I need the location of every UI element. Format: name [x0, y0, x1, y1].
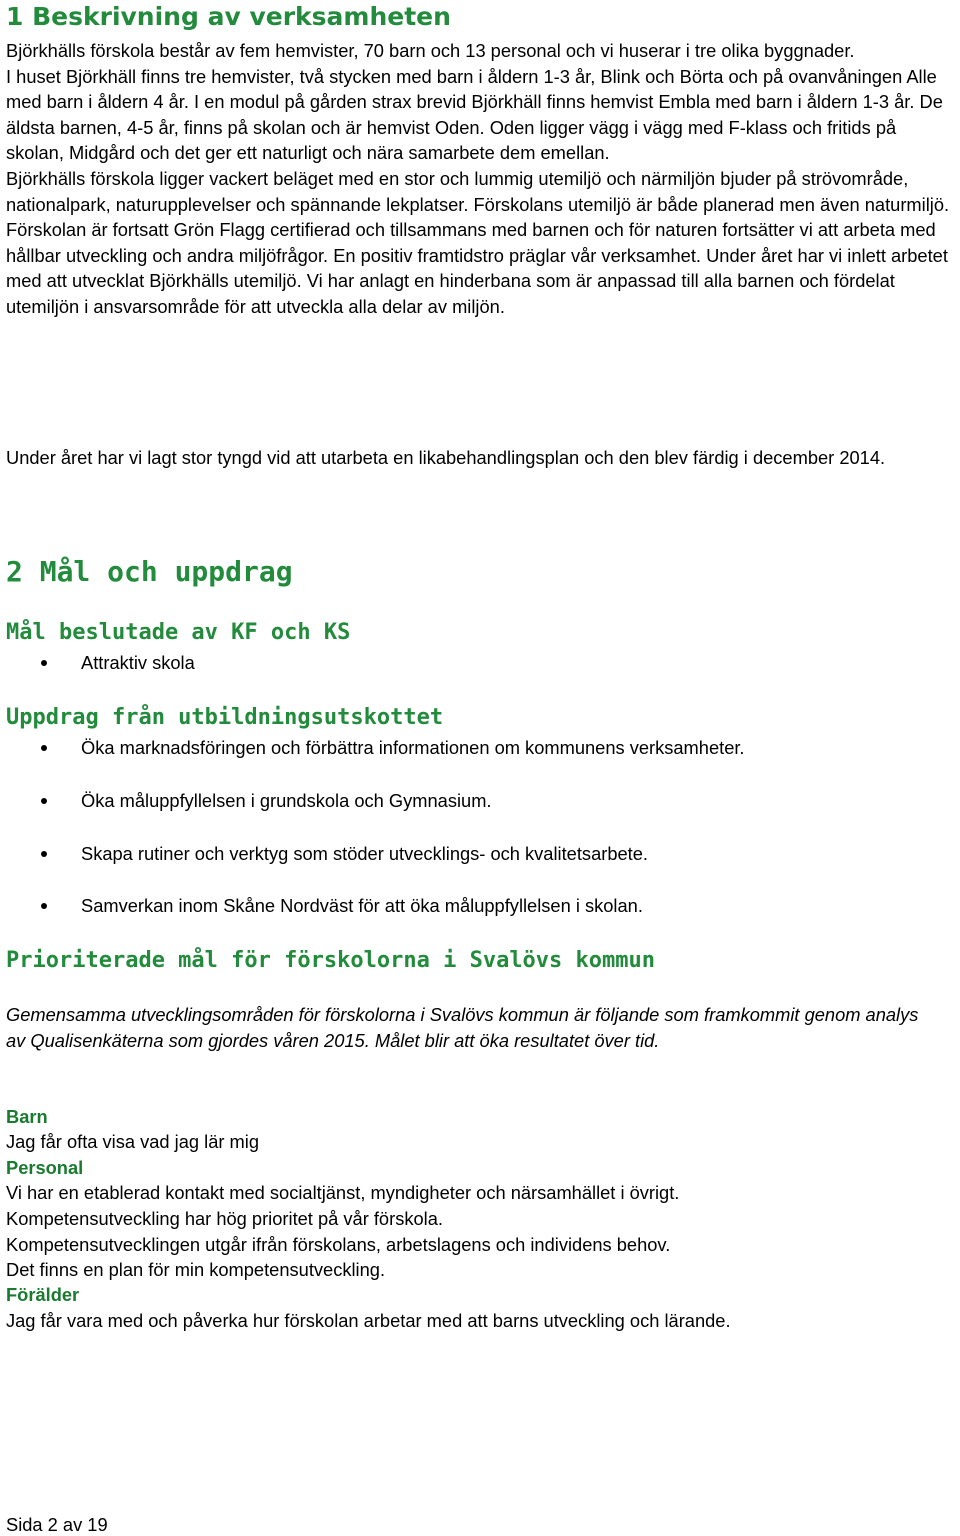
personal-line-3: Kompetensutvecklingen utgår ifrån förskolans, arbetslagens och individens behov.	[6, 1234, 671, 1255]
intro-paragraph-2: I huset Björkhäll finns tre hemvister, två stycken med barn i åldern 1-3 år, Blink och Börta och på ovanvåningen Alle med barn i åldern 4 år. I en modul på gården strax brevid Björkhäll finns hemvist Embla med barn i åldern 1-3 år. De äldsta barnen, 4-5 år, finns på skolan och är hemvist Oden. Oden ligger vägg i vägg med F-klass och fritids på skolan, Midgård och det ger ett naturligt och nära samarbete dem emellan.	[6, 65, 943, 164]
page-number: Sida 2 av 19	[6, 1514, 108, 1535]
likabehandling-paragraph: Under året har vi lagt stor tyngd vid att utarbeta en likabehandlingsplan och den blev färdig i december 2014.	[6, 447, 886, 468]
mal-heading: Mål beslutade av KF och KS	[6, 620, 351, 645]
section-1-intro	[6, 38, 958, 320]
section-1-heading: 1 Beskrivning av verksamheten	[6, 2, 451, 31]
intro-paragraph-3: Björkhälls förskola ligger vackert beläget med en stor och lummig utemiljö och närmiljön bjuder på strövområde, nationalpark, naturupplevelser och spännande lekplatser. Förskolans utemiljö är både planerad men även naturmiljö.	[6, 167, 950, 215]
prioriterade-heading: Prioriterade mål för förskolorna i Svalövs kommun	[6, 948, 656, 973]
section-2-heading: 2 Mål och uppdrag	[6, 555, 293, 588]
bullet-text: Öka måluppfyllelsen i grundskola och Gymnasium.	[81, 790, 492, 811]
intro-paragraph-4: Förskolan är fortsatt Grön Flagg certifierad och tillsammans med barnen och för naturen fortsätter vi att arbeta med hållbar utveckling och andra miljöfrågor. En positiv framtidstro präglar vår verksamhet. Under året har vi inlett arbetet med att utvecklat Björkhälls utemiljö. Vi har anlagt en hinderbana som är anpassad till alla barnen och fördelat utemiljön i ansvarsområde för att utveckla alla delar av miljön.	[6, 219, 948, 317]
bullet-icon	[41, 903, 47, 909]
bullet-icon	[41, 851, 47, 857]
bullet-icon	[41, 745, 47, 751]
personal-line-2: Kompetensutveckling har hög prioritet på vår förskola.	[6, 1208, 443, 1229]
uppdrag-heading: Uppdrag från utbildningsutskottet	[6, 705, 444, 730]
bullet-icon	[41, 660, 47, 666]
bullet-icon	[41, 798, 47, 804]
bullet-text: Samverkan inom Skåne Nordväst för att öka måluppfyllelsen i skolan.	[81, 895, 643, 916]
prioriterade-intro: Gemensamma utvecklingsområden för förskolorna i Svalövs kommun är följande som framkommit genom analys av Qualisenkäterna som gjordes våren 2015. Målet blir att öka resultatet över tid.	[6, 1004, 919, 1051]
foralder-label: Förälder	[6, 1284, 80, 1305]
foralder-text: Jag får vara med och påverka hur förskolan arbetar med att barns utveckling och lärande.	[6, 1310, 731, 1331]
personal-label: Personal	[6, 1157, 84, 1178]
intro-paragraph-1: Björkhälls förskola består av fem hemvister, 70 barn och 13 personal och vi huserar i tre olika byggnader.	[6, 40, 855, 61]
barn-label: Barn	[6, 1106, 48, 1127]
bullet-text: Öka marknadsföringen och förbättra informationen om kommunens verksamheter.	[81, 737, 745, 758]
personal-line-1: Vi har en etablerad kontakt med socialtjänst, myndigheter och närsamhället i övrigt.	[6, 1182, 680, 1203]
barn-text: Jag får ofta visa vad jag lär mig	[6, 1131, 260, 1152]
bullet-text: Skapa rutiner och verktyg som stöder utvecklings- och kvalitetsarbete.	[81, 843, 648, 864]
bullet-text: Attraktiv skola	[81, 652, 195, 673]
personal-line-4: Det finns en plan för min kompetensutveckling.	[6, 1259, 386, 1280]
